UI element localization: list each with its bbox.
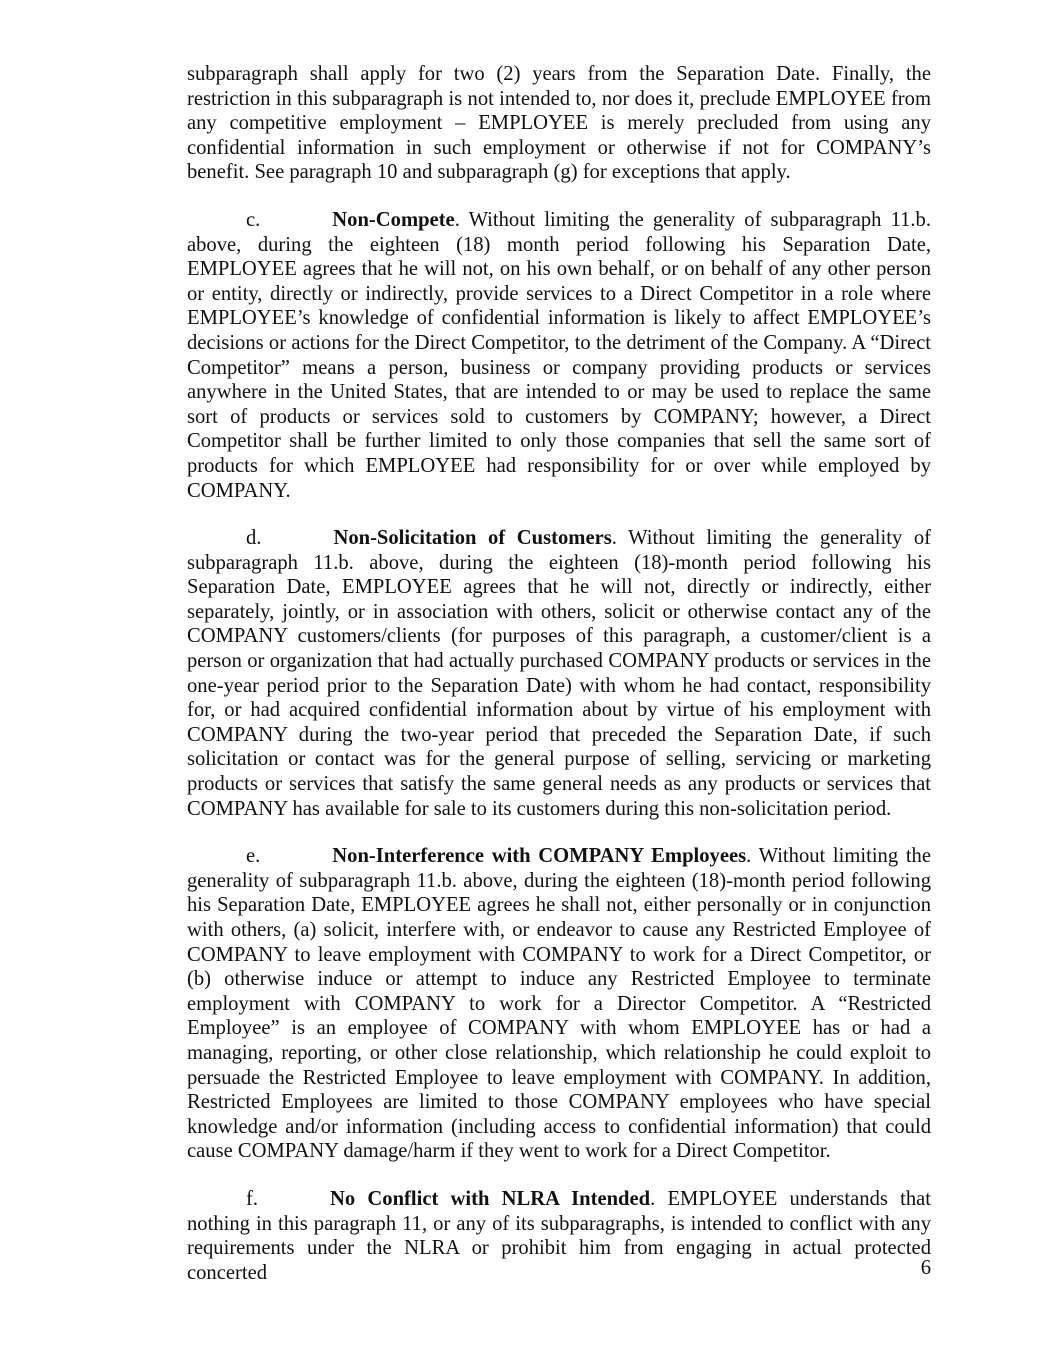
paragraph-label: d.	[246, 527, 262, 550]
paragraph-d-non-solicitation	[187, 526, 931, 821]
paragraph-c-non-compete	[187, 208, 931, 503]
page-content	[187, 62, 931, 1285]
paragraph-continuation	[187, 62, 931, 185]
paragraph-text: . EMPLOYEE understands that nothing in this paragraph 11, or any of its subparagraphs, is intended to conflict with any requirements under the NLRA or prohibit him from engaging in actual protected concerted	[187, 1187, 931, 1284]
paragraph-heading: Non-Compete	[332, 208, 455, 231]
paragraph-label: e.	[246, 845, 261, 868]
page-number: 6	[920, 1257, 931, 1279]
paragraph-text: subparagraph shall apply for two (2) years from the Separation Date. Finally, the restriction in this subparagraph is not intended to, nor does it, preclude EMPLOYEE from any competitive employment – EMPLOYEE is merely precluded from using any confidential information in such employment or otherwise if not for COMPANY’s benefit. See paragraph 10 and subparagraph (g) for exceptions that apply.	[187, 63, 931, 184]
paragraph-label: c.	[246, 208, 261, 231]
paragraph-text: . Without limiting the generality of subparagraph 11.b. above, during the eighteen (18)-month period following his Separation Date, EMPLOYEE agrees he shall not, either personally or in conjunction with others, (a) solicit, interfere with, or endeavor to cause any Restricted Employee of COMPANY to leave employment with COMPANY to work for a Direct Competitor, or (b) otherwise induce or attempt to induce any Restricted Employee to terminate employment with COMPANY to work for a Director Competitor. A “Restricted Employee” is an employee of COMPANY with whom EMPLOYEE has or had a managing, reporting, or other close relationship, which relationship he could exploit to persuade the Restricted Employee to leave employment with COMPANY. In addition, Restricted Employees are limited to those COMPANY employees who have special knowledge and/or information (including access to confidential information) that could cause COMPANY damage/harm if they went to work for a Direct Competitor.	[187, 845, 931, 1163]
paragraph-heading: Non-Interference with COMPANY Employees	[332, 845, 747, 868]
paragraph-heading: Non-Solicitation of Customers	[333, 527, 612, 550]
paragraph-e-non-interference	[187, 844, 931, 1164]
paragraph-text: . Without limiting the generality of subparagraph 11.b. above, during the eighteen (18)-month period following his Separation Date, EMPLOYEE agrees that he will not, directly or indirectly, either separately, jointly, or in association with others, solicit or otherwise contact any of the COMPANY customers/clients (for purposes of this paragraph, a customer/client is a person or organization that had actually purchased COMPANY products or services in the one-year period prior to the Separation Date) with whom he had contact, responsibility for, or had acquired confidential information about by virtue of his employment with COMPANY during the two-year period that preceded the Separation Date, if such solicitation or contact was for the general purpose of selling, servicing or marketing products or services that satisfy the same general needs as any products or services that COMPANY has available for sale to its customers during this non-solicitation period.	[187, 527, 931, 820]
paragraph-label: f.	[246, 1187, 259, 1210]
paragraph-heading: No Conflict with NLRA Intended	[330, 1187, 651, 1210]
paragraph-text: . Without limiting the generality of subparagraph 11.b. above, during the eighteen (18) month period following his Separation Date, EMPLOYEE agrees that he will not, on his own behalf, or on behalf of any other person or entity, directly or indirectly, provide services to a Direct Competitor in a role where EMPLOYEE’s knowledge of confidential information is likely to affect EMPLOYEE’s decisions or actions for the Direct Competitor, to the detriment of the Company. A “Direct Competitor” means a person, business or company providing products or services anywhere in the United States, that are intended to or may be used to replace the same sort of products or services sold to customers by COMPANY; however, a Direct Competitor shall be further limited to only those companies that sell the same sort of products for which EMPLOYEE had responsibility for or over while employed by COMPANY.	[187, 208, 931, 502]
